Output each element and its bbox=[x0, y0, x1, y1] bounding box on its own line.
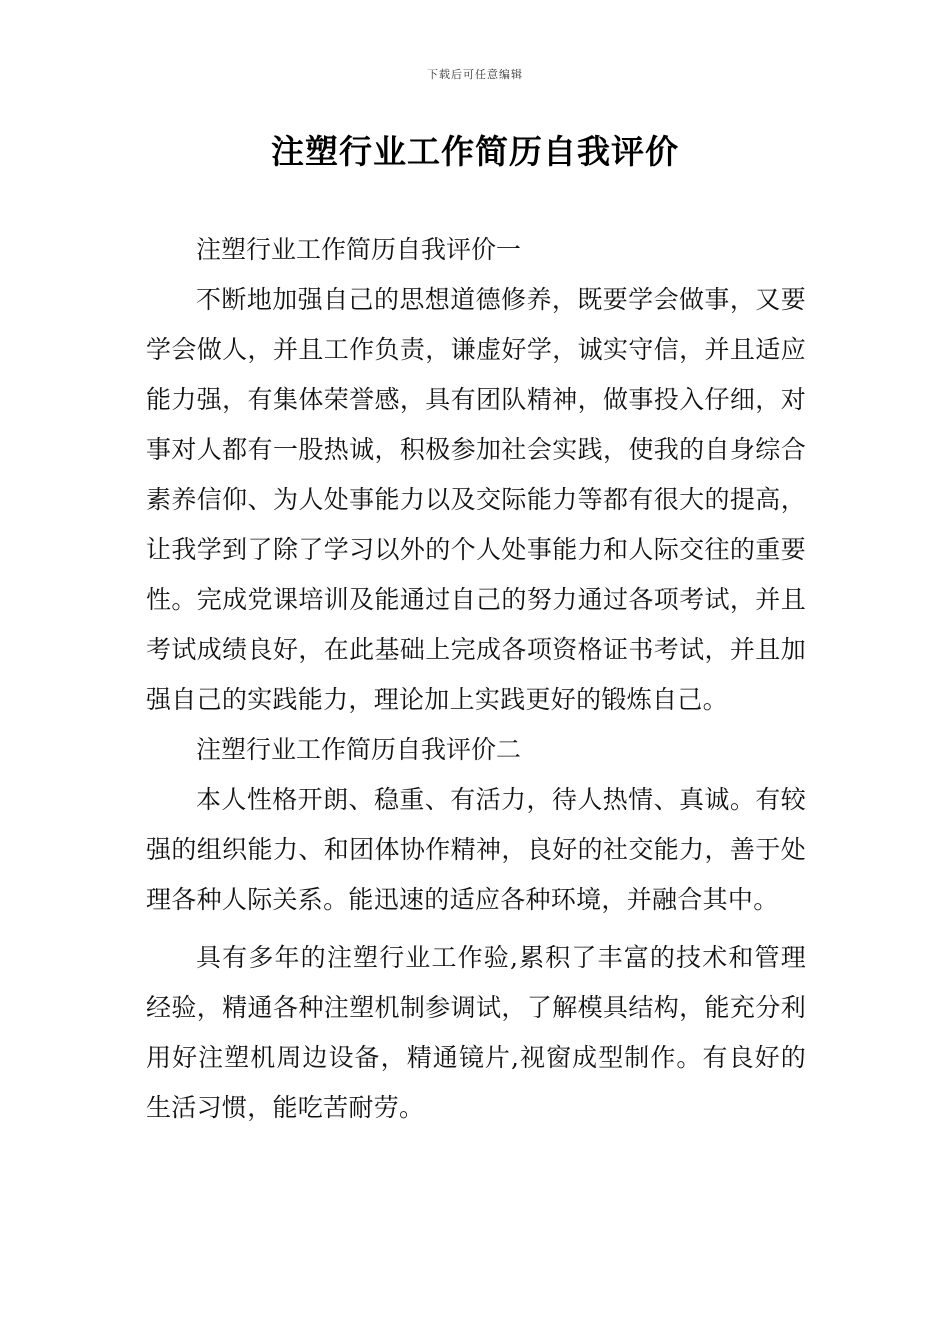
header-note: 下载后可任意编辑 bbox=[427, 68, 523, 81]
paragraph-gap bbox=[146, 925, 806, 933]
paragraph-2-1: 本人性格开朗、稳重、有活力，待人热情、真诚。有较强的组织能力、和团体协作精神，良好的社交能力，善于处理各种人际关系。能迅速的适应各种环境，并融合其中。 bbox=[146, 785, 806, 914]
paragraph-2-2: 具有多年的注塑行业工作验,累积了丰富的技术和管理经验，精通各种注塑机制参调试，了解模具结构，能充分利用好注塑机周边设备，精通镜片,视窗成型制作。有良好的生活习惯，能吃苦耐劳。 bbox=[146, 943, 806, 1122]
document-title: 注塑行业工作简历自我评价 bbox=[271, 132, 679, 171]
document-body bbox=[146, 225, 806, 1133]
paragraph-1-1: 不断地加强自己的思想道德修养，既要学会做事，又要学会做人，并且工作负责，谦虚好学，诚实守信，并且适应能力强，有集体荣誉感，具有团队精神，做事投入仔细，对事对人都有一股热诚，积极参加社会实践，使我的自身综合素养信仰、为人处事能力以及交际能力等都有很大的提高，让我学到了除了学习以外的个人处事能力和人际交往的重要性。完成党课培训及能通过自己的努力通过各项考试，并且考试成绩良好，在此基础上完成各项资格证书考试，并且加强自己的实践能力，理论加上实践更好的锻炼自己。 bbox=[146, 285, 806, 714]
section-heading-2: 注塑行业工作简历自我评价二 bbox=[196, 735, 522, 764]
section-heading-1: 注塑行业工作简历自我评价一 bbox=[196, 235, 522, 264]
